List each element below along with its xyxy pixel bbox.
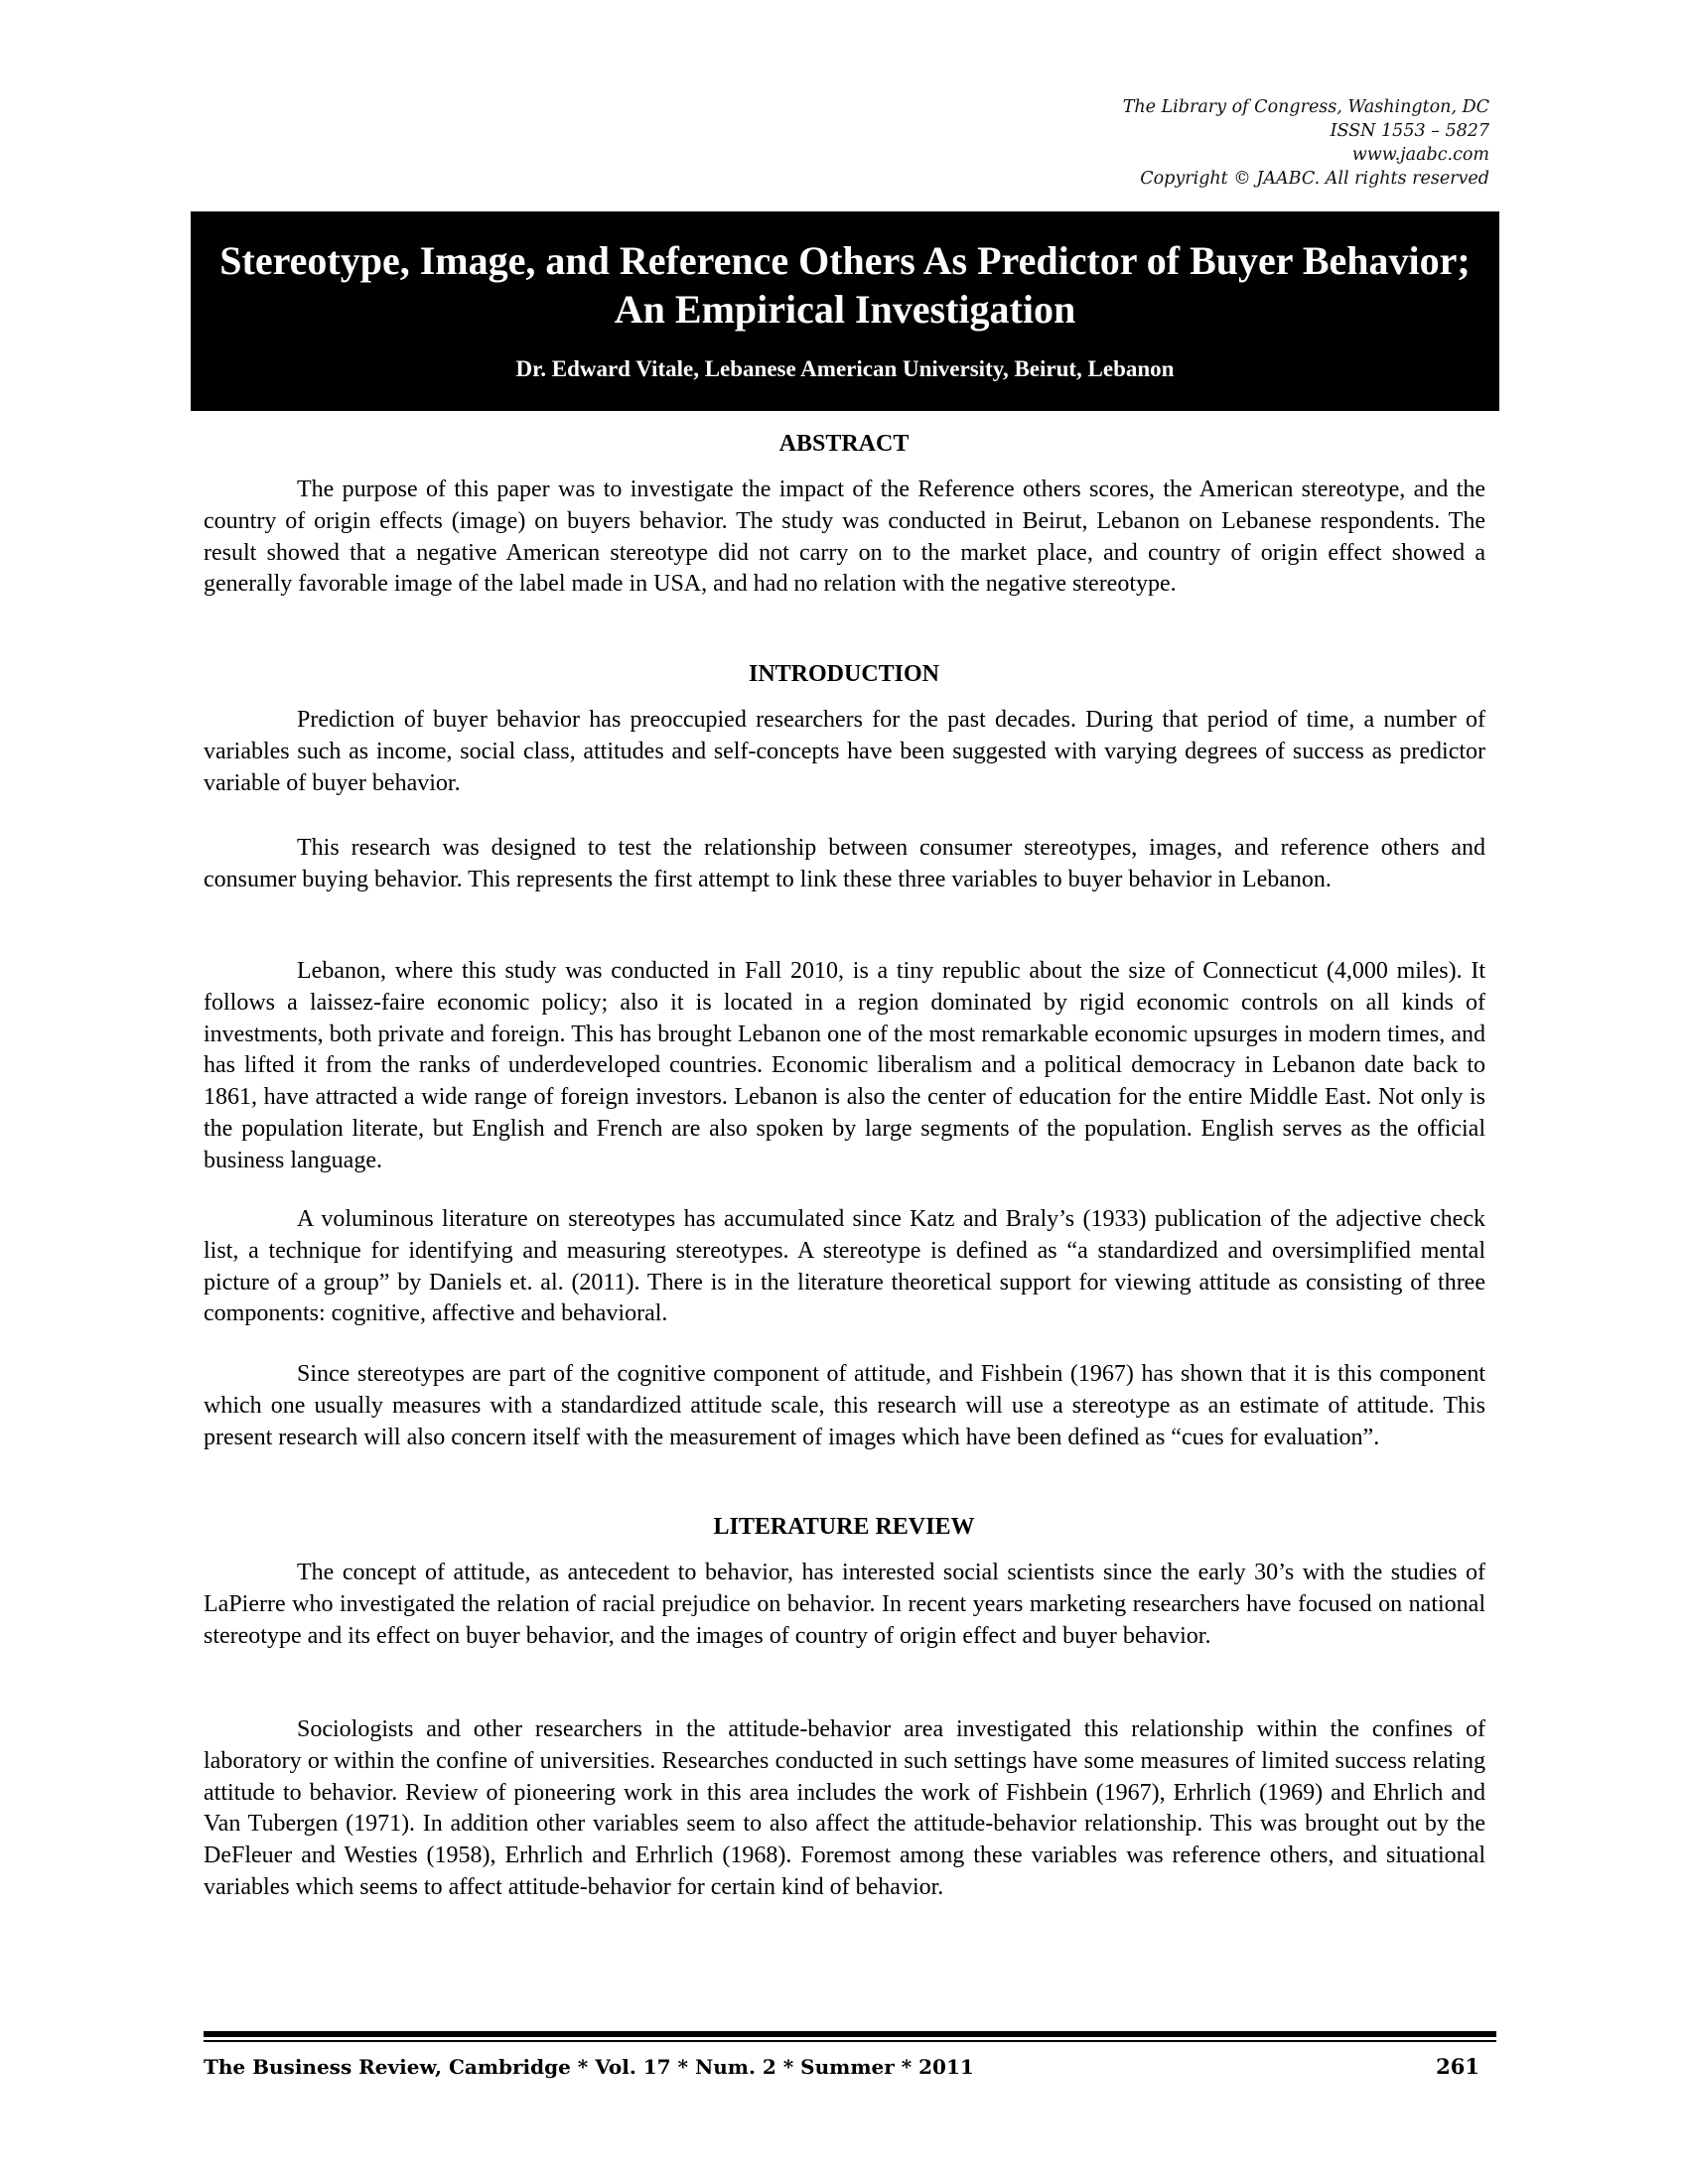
author-line: Dr. Edward Vitale, Lebanese American University, Beirut, Lebanon — [515, 356, 1175, 381]
body-paragraph: Prediction of buyer behavior has preoccupied researchers for the past decades. During that period of time, a number of variables such as income, social class, attitudes and self-concepts have been suggested with varying degrees of success as predictor variable of buyer behavior. — [204, 707, 1485, 796]
body-paragraph: A voluminous literature on stereotypes has accumulated since Katz and Braly’s (1933) publication of the adjective check list, a technique for identifying and measuring stereotypes. A stereotype is defined as “a standardized and oversimplified mental picture of a group” by Daniels et. al. (2011). There is in the literature theoretical support for viewing attitude as consisting of three components: cognitive, affective and behavioral. — [204, 1206, 1485, 1327]
body-paragraph: Since stereotypes are part of the cognitive component of attitude, and Fishbein (1967) has shown that it is this component which one usually measures with a standardized attitude scale, this research will use a stereotype as an estimate of attitude. This present research will also concern itself with the measurement of images which have been defined as “cues for evaluation”. — [204, 1361, 1485, 1450]
publication-info-line: Copyright © JAABC. All rights reserved — [1140, 169, 1489, 189]
body-paragraph: This research was designed to test the relationship between consumer stereotypes, images, and reference others and consumer buying behavior. This represents the first attempt to link these three variables to buyer behavior in Lebanon. — [204, 835, 1485, 892]
publication-info-line: The Library of Congress, Washington, DC — [1122, 97, 1489, 117]
abstract-heading: ABSTRACT — [778, 431, 910, 457]
footer-rule — [204, 2040, 1496, 2042]
title-banner — [191, 211, 1499, 411]
literature-review-heading: LITERATURE REVIEW — [713, 1514, 975, 1540]
paper-title: Stereotype, Image, and Reference Others As Predictor of Buyer Behavior; An Empirical Investigation — [219, 238, 1471, 332]
body-paragraph: Sociologists and other researchers in the attitude-behavior area investigated this relationship within the confines of laboratory or within the confine of universities. Researches conducted in such settings have some measures of limited success relating attitude to behavior. Review of pioneering work in this area includes the work of Fishbein (1967), Erhrlich (1969) and Ehrlich and Van Tubergen (1971). In addition other variables seem to also affect the attitude-behavior relationship. This was brought out by the DeFleuer and Westies (1958), Erhrlich and Erhrlich (1968). Foremost among these variables was reference others, and situational variables which seems to affect attitude-behavior for certain kind of behavior. — [204, 1716, 1485, 1900]
body-paragraph: Lebanon, where this study was conducted in Fall 2010, is a tiny republic about the size of Connecticut (4,000 miles). It follows a laissez-faire economic policy; also it is located in a region dominated by rigid economic controls on all kinds of investments, both private and foreign. This has brought Lebanon one of the most remarkable economic upsurges in modern times, and has lifted it from the ranks of underdeveloped countries. Economic liberalism and a political democracy in Lebanon date back to 1861, have attracted a wide range of foreign investors. Lebanon is also the center of education for the entire Middle East. Not only is the population literate, but English and French are also spoken by large segments of the population. English serves as the official business language. — [204, 958, 1485, 1173]
abstract-text: The purpose of this paper was to investigate the impact of the Reference others scores, the American stereotype, and the country of origin effects (image) on buyers behavior. The study was conducted in Beirut, Lebanon on Lebanese respondents. The result showed that a negative American stereotype did not carry on to the market place, and country of origin effect showed a generally favorable image of the label made in USA, and had no relation with the negative stereotype. — [204, 477, 1485, 598]
publication-info — [894, 95, 1489, 191]
introduction-heading: INTRODUCTION — [748, 661, 940, 687]
body-paragraph: The concept of attitude, as antecedent to behavior, has interested social scientists since the early 30’s with the studies of LaPierre who investigated the relation of racial prejudice on behavior. In recent years marketing researchers have focused on national stereotype and its effect on buyer behavior, and the images of country of origin effect and buyer behavior. — [204, 1560, 1485, 1649]
footer-rule — [204, 2031, 1496, 2037]
publication-info-line: www.jaabc.com — [1351, 145, 1489, 165]
publication-info-line: ISSN 1553 – 5827 — [1330, 121, 1489, 141]
journal-footer: The Business Review, Cambridge * Vol. 17 * Num. 2 * Summer * 2011 — [204, 2055, 974, 2079]
page-number: 261 — [1436, 2054, 1479, 2079]
